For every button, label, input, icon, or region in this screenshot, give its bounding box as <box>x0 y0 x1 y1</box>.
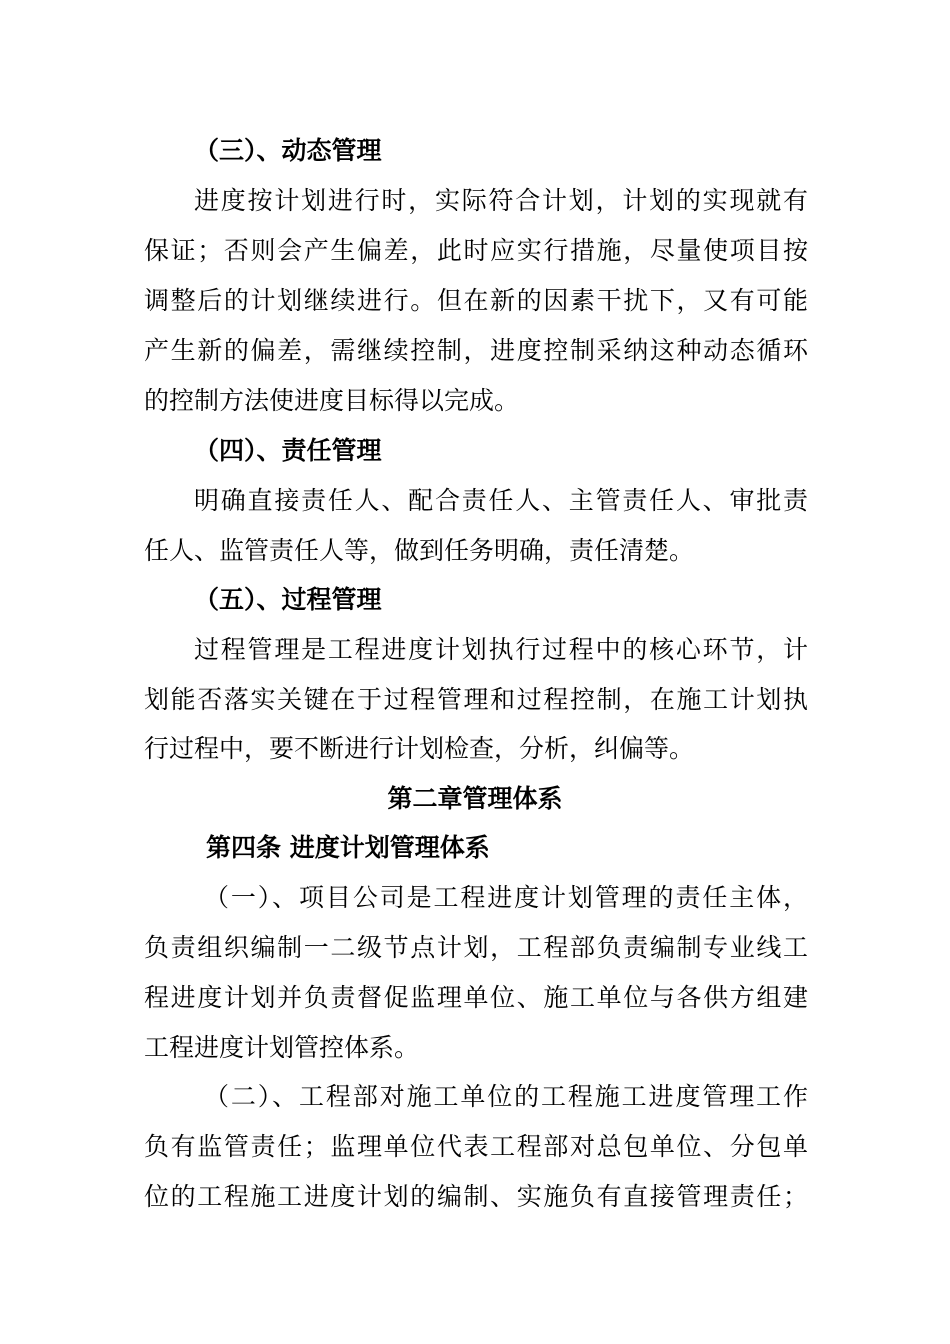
section-heading-process-management: （五）、过程管理 <box>194 585 382 614</box>
paragraph-line: 任人、监管责任人等，做到任务明确，责任清楚。 <box>144 536 695 565</box>
paragraph-line: 工程进度计划管控体系。 <box>144 1033 420 1062</box>
article-title: 第四条 进度计划管理体系 <box>206 833 490 862</box>
chapter-title: 第二章管理体系 <box>387 784 563 813</box>
paragraph-line: 划能否落实关键在于过程管理和过程控制，在施工计划执 <box>144 685 808 714</box>
paragraph-line: 位的工程施工进度计划的编制、实施负有直接管理责任； <box>144 1182 808 1211</box>
paragraph-line: 进度按计划进行时，实际符合计划，计划的实现就有 <box>194 186 808 215</box>
paragraph-line: 负责组织编制一二级节点计划，工程部负责编制专业线工 <box>144 933 808 962</box>
section-heading-responsibility-management: （四）、责任管理 <box>194 436 382 465</box>
paragraph-line: （一）、项目公司是工程进度计划管理的责任主体， <box>204 883 808 912</box>
paragraph-line: （二）、工程部对施工单位的工程施工进度管理工作 <box>204 1082 808 1111</box>
paragraph-line: 负有监管责任；监理单位代表工程部对总包单位、分包单 <box>144 1132 808 1161</box>
section-heading-dynamic-management: （三）、动态管理 <box>194 136 382 165</box>
paragraph-line: 行过程中，要不断进行计划检查，分析，纠偏等。 <box>144 734 695 763</box>
paragraph-line: 调整后的计划继续进行。但在新的因素干扰下，又有可能 <box>144 286 808 315</box>
paragraph-line: 过程管理是工程进度计划执行过程中的核心环节，计 <box>194 635 808 664</box>
paragraph-line: 程进度计划并负责督促监理单位、施工单位与各供方组建 <box>144 983 808 1012</box>
paragraph-line: 产生新的偏差，需继续控制，进度控制采纳这种动态循环 <box>144 336 808 365</box>
paragraph-line: 的控制方法使进度目标得以完成。 <box>144 386 520 415</box>
paragraph-line: 保证；否则会产生偏差，此时应实行措施，尽量使项目按 <box>144 236 808 265</box>
paragraph-line: 明确直接责任人、配合责任人、主管责任人、审批责 <box>194 486 808 515</box>
